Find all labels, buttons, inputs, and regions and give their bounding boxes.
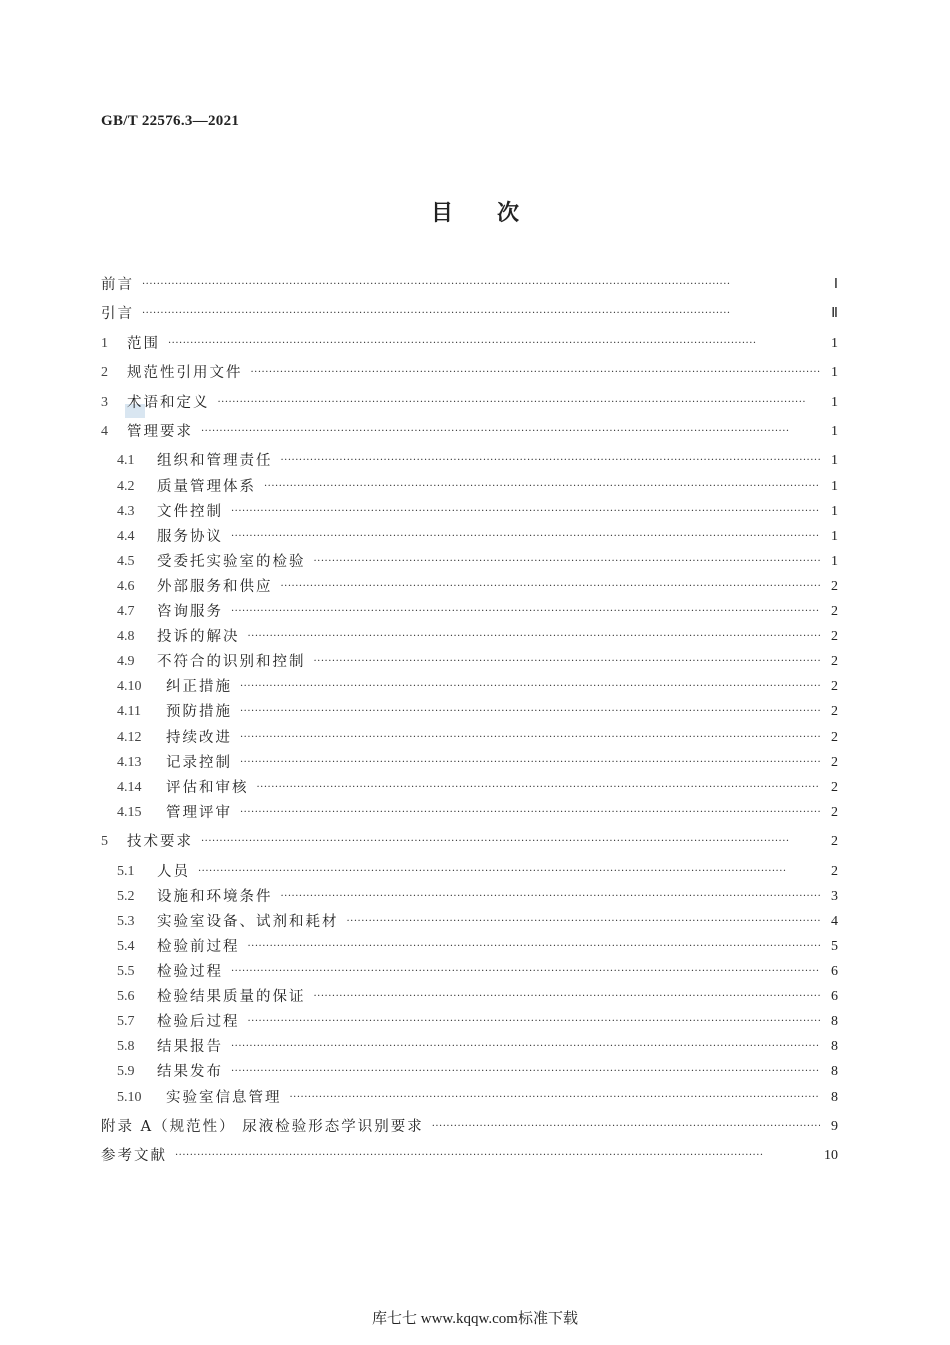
toc-entry-label: 外部服务和供应 [157,578,273,595]
toc-entry-number: 5.9 [117,1064,135,1080]
toc-entry[interactable] [117,502,838,522]
toc-entry[interactable] [117,477,838,497]
toc-entry[interactable] [117,451,838,471]
toc-entry[interactable] [117,552,838,572]
toc-entry-page: 1 [831,394,838,410]
toc-entry-page: 4 [831,913,838,929]
dot-leader [248,627,821,647]
dot-leader [198,862,820,882]
toc-entry-page: 2 [831,704,838,720]
dot-leader [240,677,820,697]
toc-entry[interactable] [117,862,838,882]
toc-entry[interactable] [101,363,838,383]
toc-entry[interactable] [101,304,838,324]
toc-entry-page: 1 [831,424,838,439]
toc-entry[interactable] [117,1088,838,1108]
toc-entry[interactable] [101,275,838,295]
toc-entry[interactable] [117,1012,838,1032]
dot-leader [314,987,821,1007]
toc-entry-page: 2 [831,834,838,850]
toc-entry-label: 质量管理体系 [157,478,256,495]
toc-entry-number: 4.11 [117,704,141,720]
toc-entry-label: 咨询服务 [157,604,223,620]
toc-entry-label: 文件控制 [157,503,223,520]
dot-leader [251,363,821,383]
dot-leader [231,1037,820,1057]
toc-entry-number: 5.3 [117,913,135,929]
toc-entry-number: 4.7 [117,604,135,619]
toc-entry[interactable] [117,677,838,697]
toc-entry-page: 8 [831,1064,838,1080]
footer-text: 库七七 www.kqqw.com标准下载 [372,1311,578,1327]
toc-entry-label: 管理评审 [166,804,232,821]
toc-entry-page: 8 [831,1039,838,1055]
page-title: 目次 [430,200,563,226]
toc-entry-label: 引言 [101,306,134,323]
toc-entry[interactable] [117,912,838,932]
toc-entry-page: 1 [831,453,838,469]
toc-entry-label: 结果发布 [157,1064,223,1081]
toc-entry-label: 实验室信息管理 [166,1089,282,1106]
toc-entry-number: 4.5 [117,553,135,569]
toc-entry-label: 检验结果质量的保证 [157,989,306,1006]
toc-entry-number: 5.7 [117,1014,135,1030]
dot-leader [290,1088,821,1108]
toc-entry-label: 检验后过程 [157,1014,240,1031]
toc-entry-label: 附录 A（规范性） 尿液检验形态学识别要求 [101,1118,424,1135]
toc-entry-number: 4.8 [117,629,135,645]
toc-entry-label: 管理要求 [127,424,193,440]
dot-leader [281,887,821,907]
toc-entry-label: 设施和环境条件 [157,888,273,905]
toc-entry-page: 2 [831,729,838,745]
dot-leader [231,962,820,982]
dot-leader [240,803,820,823]
toc-entry-page: 9 [831,1118,838,1134]
dot-leader [231,502,820,522]
toc-entry-page: 1 [831,553,838,569]
toc-entry-label: 检验前过程 [157,938,240,955]
toc-entry[interactable] [117,962,838,982]
toc-entry-number: 4.14 [117,779,142,795]
toc-entry-number: 1 [101,335,108,351]
toc-entry[interactable] [117,987,838,1007]
dot-leader [142,275,820,295]
toc-entry[interactable] [117,728,838,748]
toc-entry-number: 5.8 [117,1039,135,1055]
dot-leader [432,1117,820,1137]
toc-entry-label: 不符合的识别和控制 [157,654,306,671]
toc-entry-number: 4.12 [117,729,142,745]
toc-entry-label: 实验室设备、试剂和耗材 [157,913,339,930]
toc-entry[interactable] [117,778,838,798]
toc-entry[interactable] [117,753,838,773]
toc-entry-label: 服务协议 [157,528,223,545]
toc-entry[interactable] [101,832,838,852]
toc-entry[interactable] [117,1037,838,1057]
toc-entry-label: 检验过程 [157,964,223,980]
dot-leader [347,912,821,932]
toc-entry-number: 4.2 [117,478,135,494]
toc-entry-page: 2 [831,779,838,795]
toc-entry-label: 术语和定义 [127,394,210,411]
toc-entry-label: 前言 [101,277,134,293]
toc-entry-page: 2 [831,629,838,645]
toc-entry-page: 8 [831,1014,838,1030]
dot-leader [264,477,820,497]
toc-entry[interactable] [101,334,838,354]
toc-entry-page: 3 [831,888,838,904]
dot-leader [281,451,821,471]
dot-leader [201,422,820,442]
toc-entry-number: 5.5 [117,964,135,979]
toc-entry-number: 5.10 [117,1089,142,1105]
toc-entry-label: 技术要求 [127,834,193,851]
dot-leader [248,937,821,957]
toc-entry[interactable] [101,422,838,442]
toc-entry[interactable] [117,602,838,622]
toc-entry[interactable] [101,393,838,413]
toc-entry-page: 2 [831,863,838,879]
toc-entry-page: 2 [831,604,838,619]
toc-entry-page: 6 [831,964,838,979]
toc-entry-label: 评估和审核 [166,779,249,796]
toc-entry-page: 10 [824,1148,838,1164]
toc-entry-label: 规范性引用文件 [127,365,243,382]
toc-entry-page: 1 [831,478,838,494]
toc-entry-page: Ⅰ [833,277,838,292]
toc-entry-label: 投诉的解决 [157,629,240,646]
toc-entry-page: 2 [831,654,838,670]
standard-number: GB/T 22576.3—2021 [101,113,240,129]
toc-entry-number: 5.2 [117,888,135,904]
toc-entry[interactable] [117,577,838,597]
toc-entry[interactable] [117,627,838,647]
toc-entry-number: 5.1 [117,863,135,879]
toc-entry-number: 5.6 [117,989,135,1005]
toc-entry-number: 4.6 [117,578,135,594]
toc-entry-page: 1 [831,365,838,381]
toc-entry-page: 2 [831,679,838,695]
toc-entry-number: 4.9 [117,654,135,670]
toc-entry-page: 1 [831,528,838,544]
toc-entry[interactable] [117,652,838,672]
toc-entry[interactable] [101,1117,838,1137]
toc-entry-label: 预防措施 [166,704,232,721]
toc-entry-number: 4.10 [117,679,142,695]
toc-entry-number: 4.13 [117,754,142,770]
toc-entry-page: 6 [831,989,838,1005]
toc-entry[interactable] [117,937,838,957]
toc-entry-label: 组织和管理责任 [157,453,273,470]
dot-leader [231,602,820,622]
dot-leader [248,1012,821,1032]
dot-leader [175,1146,820,1166]
toc-entry-number: 4 [101,424,108,439]
dot-leader [314,552,821,572]
toc-entry-number: 4.3 [117,503,135,519]
toc-entry-page: 2 [831,754,838,770]
toc-entry-page: 1 [831,335,838,351]
toc-entry-page: 8 [831,1089,838,1105]
dot-leader [142,304,820,324]
toc-entry[interactable] [117,527,838,547]
toc-entry-number: 5.4 [117,938,135,954]
toc-entry[interactable] [117,887,838,907]
toc-entry-label: 记录控制 [166,754,232,771]
toc-entry[interactable] [117,702,838,722]
toc-entry-label: 纠正措施 [166,679,232,696]
toc-entry-label: 受委托实验室的检验 [157,553,306,570]
toc-entry-number: 5 [101,834,108,850]
toc-entry-page: 2 [831,804,838,820]
toc-entry-number: 4.4 [117,528,135,544]
toc-entry-label: 持续改进 [166,729,232,746]
toc-entry[interactable] [117,1062,838,1082]
toc-entry-page: 1 [831,503,838,519]
dot-leader [201,832,820,852]
dot-leader [257,778,821,798]
toc-entry-number: 4.1 [117,453,135,469]
dot-leader [231,527,820,547]
dot-leader [168,334,820,354]
dot-leader [218,393,821,413]
dot-leader [240,728,820,748]
dot-leader [281,577,821,597]
toc-entry-label: 参考文献 [101,1148,167,1165]
toc-entry[interactable] [117,803,838,823]
toc-entry-number: 4.15 [117,804,142,820]
toc-entry-page: Ⅱ [831,306,838,322]
toc-entry[interactable] [101,1146,838,1166]
toc-entry-label: 人员 [157,863,190,880]
dot-leader [240,702,820,722]
toc-entry-label: 范围 [127,335,160,352]
dot-leader [231,1062,820,1082]
toc-entry-number: 3 [101,394,108,410]
toc-entry-page: 2 [831,578,838,594]
dot-leader [240,753,820,773]
toc-entry-label: 结果报告 [157,1039,223,1056]
toc-entry-number: 2 [101,365,108,381]
toc-entry-page: 5 [831,938,838,954]
dot-leader [314,652,821,672]
